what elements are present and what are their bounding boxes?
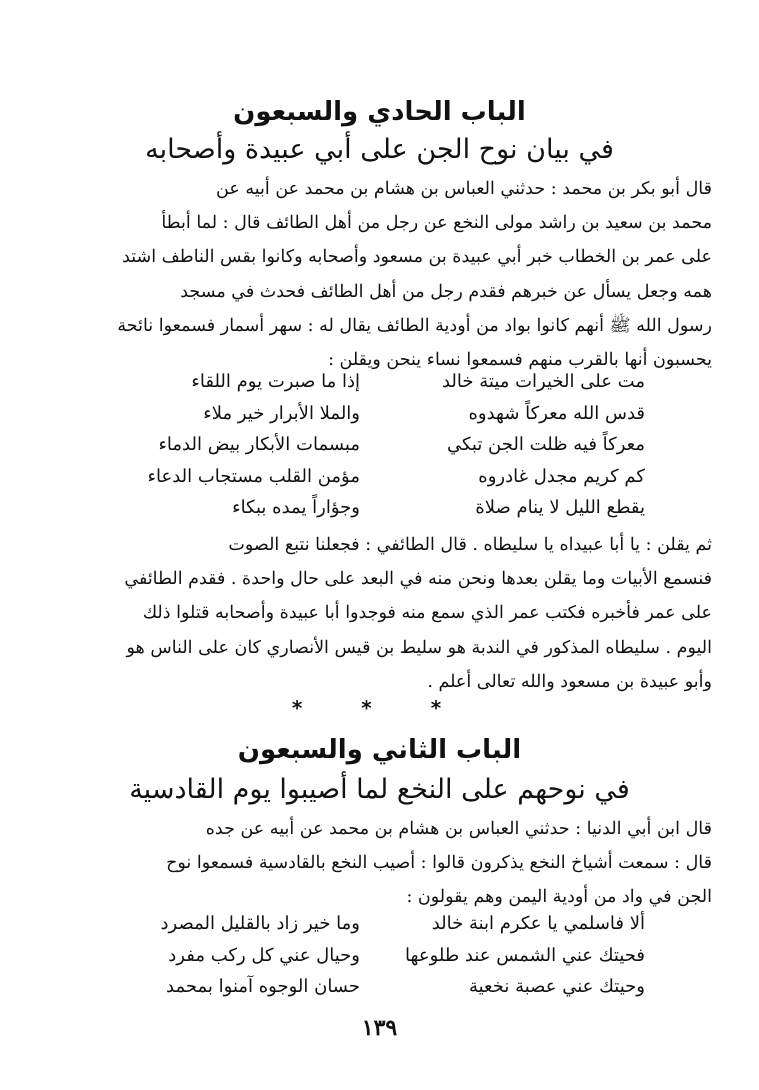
verse-second-hemistich: وما خير زاد بالقليل المصرد <box>160 913 360 934</box>
text-line: وأبو عبيدة بن مسعود والله تعالى أعلم . <box>427 671 712 692</box>
poem-verse <box>125 398 645 430</box>
text-line: همه وجعل يسأل عن خبرهم فقدم رجل من أهل الطائف فحدث في مسجد <box>180 281 712 302</box>
poem-verse <box>125 908 645 940</box>
text-line: محمد بن سعيد بن راشد مولى النخع عن رجل من أهل الطائف قال : لما أبطأ <box>161 213 712 234</box>
poem-verse <box>125 461 645 493</box>
verse-first-hemistich: ألا فاسلمي يا عكرم ابنة خالد <box>431 913 645 934</box>
verse-first-hemistich: معركاً فيه ظلت الجن تبكي <box>446 434 645 456</box>
page-number: ١٣٩ <box>361 1015 398 1041</box>
text-line: قال ابن أبي الدنيا : حدثني العباس بن هشام بن محمد عن أبيه عن جده <box>205 819 712 839</box>
verse-first-hemistich: وحيتك عني عصبة نخعية <box>468 976 645 998</box>
poem-verse <box>125 940 645 972</box>
verse-second-hemistich: حسان الوجوه آمنوا بمحمد <box>166 976 360 998</box>
text-line: على عمر بن الخطاب خبر أبي عبيدة بن مسعود وأصحابه وكانوا بقس الناطف اشتد <box>122 247 712 268</box>
poem-verse <box>125 429 645 461</box>
verse-first-hemistich: قدس الله معركاً شهدوه <box>468 402 645 424</box>
text-line: قال أبو بكر بن محمد : حدثني العباس بن هشام بن محمد عن أبيه عن <box>216 179 712 199</box>
text-line: اليوم . سليطاه المذكور في الندبة هو سليط بن قيس الأنصاري كان على الناس هو <box>126 637 712 658</box>
chapter-72-intro <box>92 812 712 915</box>
chapter-72-title: الباب الثاني والسبعون <box>237 735 522 765</box>
poem-verse <box>125 971 645 1003</box>
chapter-71-poem <box>125 366 645 524</box>
verse-second-hemistich: وحيال عني كل ركب مفرد <box>168 944 360 966</box>
verse-first-hemistich: مت على الخيرات ميتة خالد <box>441 371 645 392</box>
verse-first-hemistich: فحيتك عني الشمس عند طلوعها <box>405 944 645 966</box>
chapter-72-poem <box>125 908 645 1003</box>
text-line: فنسمع الأبيات وما يقلن بعدها ونحن منه في البعد على حال واحدة . فقدم الطائفي <box>124 569 712 590</box>
section-separator: * * * <box>291 696 468 720</box>
text-line: قال : سمعت أشياخ النخع يذكرون قالوا : أصيب النخع بالقادسية فسمعوا نوح <box>166 853 712 874</box>
text-line: على عمر فأخبره فكتب عمر الذي سمع منه فوجدوا أبا عبيدة وأصحابه قتلوا ذلك <box>142 603 712 624</box>
verse-second-hemistich: والملا الأبرار خير ملاء <box>203 402 360 424</box>
chapter-71-intro <box>92 172 712 377</box>
text-line: يحسبون أنها بالقرب منهم فسمعوا نساء ينحن ويقلن : <box>328 350 712 371</box>
verse-second-hemistich: وجؤاراً يمده ببكاء <box>232 497 360 519</box>
text-line: ثم يقلن : يا أبا عبيداه يا سليطاه . قال الطائفي : فجعلنا نتبع الصوت <box>228 535 712 555</box>
verse-first-hemistich: كم كريم مجدل غادروه <box>478 465 645 487</box>
text-line: رسول الله ﷺ أنهم كانوا بواد من أودية الطائف يقال له : سهر أسمار فسمعوا نائحة <box>117 315 712 336</box>
chapter-71-subtitle: في بيان نوح الجن على أبي عبيدة وأصحابه <box>145 134 614 165</box>
chapter-72-subtitle: في نوحهم على النخع لما أصيبوا يوم القادسية <box>129 774 630 805</box>
chapter-71-title: الباب الحادي والسبعون <box>233 97 526 127</box>
text-line: الجن في واد من أودية اليمن وهم يقولون : <box>406 887 712 908</box>
poem-verse <box>125 492 645 524</box>
poem-verse <box>125 366 645 398</box>
verse-second-hemistich: مؤمن القلب مستجاب الدعاء <box>147 465 360 487</box>
verse-first-hemistich: يقطع الليل لا ينام صلاة <box>475 497 645 519</box>
verse-second-hemistich: إذا ما صبرت يوم اللقاء <box>191 371 360 392</box>
chapter-71-outro <box>92 528 712 699</box>
verse-second-hemistich: مبسمات الأبكار بيض الدماء <box>158 434 360 456</box>
